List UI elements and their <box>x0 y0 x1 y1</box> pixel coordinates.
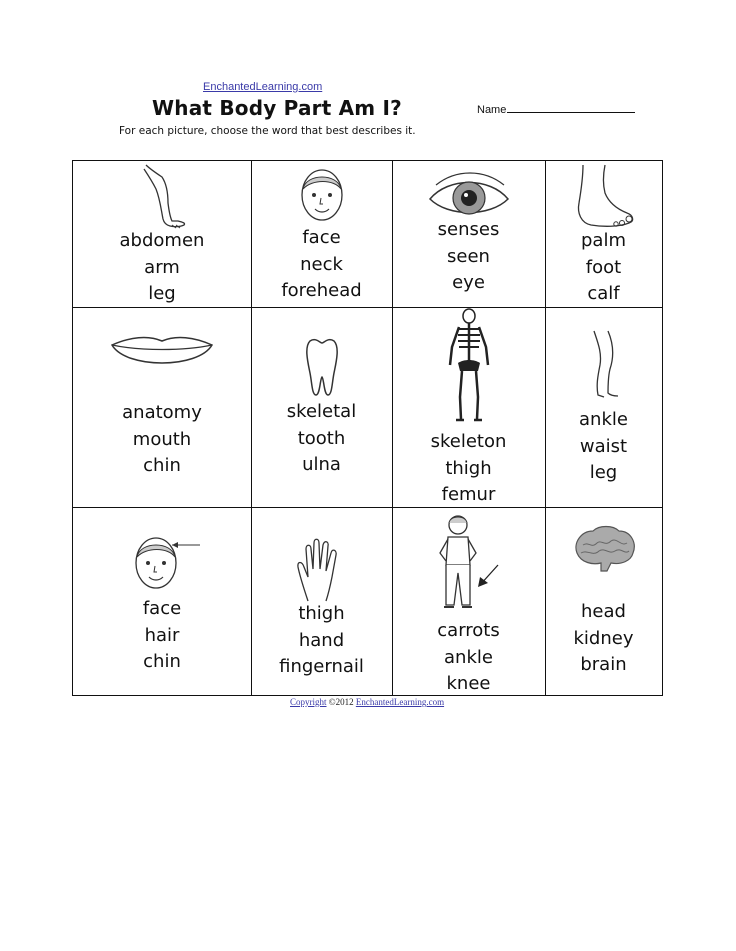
word-choice: tooth <box>297 427 346 449</box>
boy-knee-icon <box>392 513 545 617</box>
word-list <box>392 217 545 297</box>
word-choice: chin <box>143 651 181 672</box>
word-choice: face <box>142 598 182 619</box>
grid-cell <box>545 507 662 696</box>
page-title: What Body Part Am I? <box>152 96 402 120</box>
grid-cell <box>545 307 662 507</box>
word-choice: head <box>581 601 626 622</box>
grid-cell <box>73 161 251 307</box>
word-choice: leg <box>148 283 176 304</box>
word-choice: hand <box>298 629 345 651</box>
name-field <box>477 103 635 116</box>
foot-icon <box>545 163 662 235</box>
instructions: For each picture, choose the word that best describes it. <box>119 125 416 137</box>
word-choice: senses <box>437 219 500 240</box>
word-choice: leg <box>589 462 618 483</box>
brain-icon <box>545 525 662 577</box>
grid-cell <box>251 307 392 507</box>
word-choice: palm <box>581 230 626 251</box>
word-choice: ankle <box>579 409 628 430</box>
skeleton-icon <box>392 307 545 429</box>
arm-icon <box>73 163 251 233</box>
copyright-link[interactable]: Copyright <box>290 697 327 707</box>
word-list <box>392 429 545 509</box>
word-choice: eye <box>452 272 485 293</box>
name-label: Name <box>477 104 507 116</box>
word-list <box>545 228 662 308</box>
grid-cell <box>392 507 545 696</box>
hand-icon <box>251 537 392 607</box>
word-choice: waist <box>579 435 628 457</box>
word-list <box>251 399 392 479</box>
word-choice: skeleton <box>430 431 507 452</box>
tooth-icon <box>251 337 392 403</box>
lips-icon <box>73 333 251 379</box>
face-arrow-icon <box>73 531 251 597</box>
word-choice: fingernail <box>279 656 364 677</box>
word-choice: ulna <box>302 454 341 475</box>
word-choice: thigh <box>298 603 345 624</box>
site-link[interactable]: EnchantedLearning.com <box>203 81 323 93</box>
word-choice: anatomy <box>122 402 202 423</box>
word-choice: neck <box>300 253 343 275</box>
word-choice: kidney <box>573 627 634 649</box>
word-list <box>73 400 251 480</box>
word-choice: face <box>302 227 341 248</box>
grid-cell <box>392 307 545 507</box>
word-choice: forehead <box>281 280 362 301</box>
word-choice: knee <box>446 673 491 694</box>
word-choice: chin <box>143 455 181 476</box>
word-choice: arm <box>144 256 180 278</box>
word-list <box>73 228 251 308</box>
word-choice: ankle <box>444 646 493 668</box>
footer-site-link[interactable]: EnchantedLearning.com <box>355 697 445 707</box>
eye-icon <box>392 171 545 223</box>
word-choice: thigh <box>445 457 492 479</box>
word-choice: calf <box>587 283 620 304</box>
copyright-year: ©2012 <box>326 697 356 707</box>
word-choice: skeletal <box>286 401 357 422</box>
word-choice: carrots <box>437 620 500 641</box>
word-list <box>545 407 662 487</box>
word-list <box>73 596 251 676</box>
word-choice: mouth <box>132 428 192 450</box>
worksheet-grid <box>72 160 663 696</box>
grid-cell <box>392 161 545 307</box>
word-list <box>392 618 545 698</box>
name-blank-line[interactable] <box>507 103 635 113</box>
word-list <box>545 599 662 679</box>
footer <box>290 697 444 707</box>
grid-cell <box>545 161 662 307</box>
grid-cell <box>251 161 392 307</box>
word-list <box>251 225 392 305</box>
word-choice: femur <box>441 484 496 505</box>
word-choice: brain <box>580 654 627 675</box>
word-choice: abdomen <box>119 230 205 251</box>
word-choice: seen <box>447 245 490 267</box>
grid-cell <box>73 307 251 507</box>
leg-icon <box>545 329 662 405</box>
word-list <box>251 601 392 681</box>
grid-cell <box>73 507 251 696</box>
word-choice: foot <box>585 256 622 278</box>
grid-cell <box>251 507 392 696</box>
word-choice: hair <box>144 624 180 646</box>
face-icon <box>251 165 392 229</box>
